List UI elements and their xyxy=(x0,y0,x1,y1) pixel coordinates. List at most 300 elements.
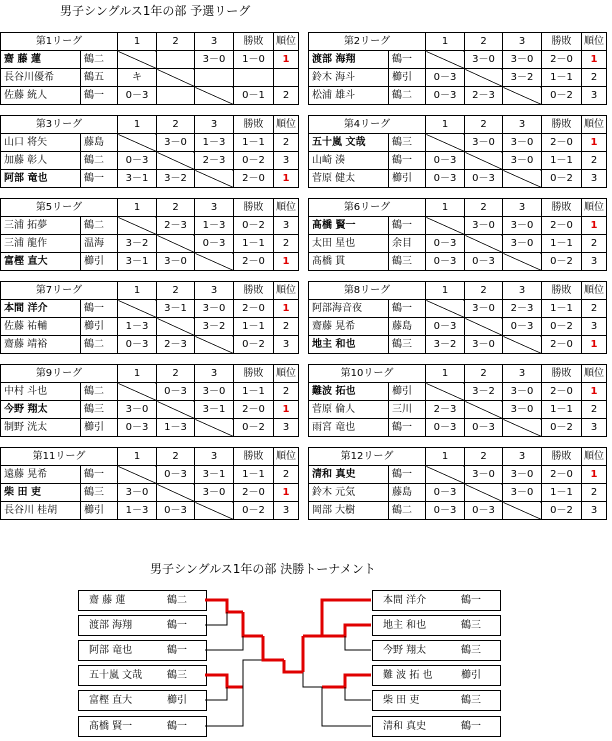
rank: 2 xyxy=(582,484,607,502)
match-score: 3－0 xyxy=(503,484,542,502)
league-name: 第10リーグ xyxy=(309,365,426,383)
match-score: 3－0 xyxy=(503,152,542,170)
match-score: 0－3 xyxy=(426,484,465,502)
header-c3: 3 xyxy=(195,33,234,51)
player-name: 髙橋 貫 xyxy=(309,253,389,271)
player-name: 柴 田 吏 xyxy=(1,484,81,502)
match-score: 3－1 xyxy=(118,170,157,188)
league-name: 第3リーグ xyxy=(1,116,118,134)
win-loss: 1－1 xyxy=(542,401,582,419)
player-club: 鶴二 xyxy=(81,217,118,235)
player-name: 佐藤 祐輔 xyxy=(1,318,81,336)
rank: 2 xyxy=(582,69,607,87)
bracket-player-name: 富樫 直大 xyxy=(89,695,133,706)
bracket-player-club: 鶴一 xyxy=(167,620,187,631)
match-score: 3－0 xyxy=(118,401,157,419)
rank: 1 xyxy=(274,253,299,271)
header-c1: 1 xyxy=(426,448,465,466)
player-name: 清和 真史 xyxy=(309,466,389,484)
player-club: 鶴一 xyxy=(389,419,426,437)
player-club: 鶴一 xyxy=(389,51,426,69)
league-name: 第9リーグ xyxy=(1,365,118,383)
header-c3: 3 xyxy=(503,33,542,51)
match-score: 0－3 xyxy=(426,87,465,105)
player-name: 佐藤 統人 xyxy=(1,87,81,105)
bracket-line-final xyxy=(284,660,303,672)
match-score: 3－0 xyxy=(195,300,234,318)
player-name: 齋藤 靖裕 xyxy=(1,336,81,354)
win-loss: 1－1 xyxy=(234,318,274,336)
header-c3: 3 xyxy=(195,365,234,383)
bracket-player-name: 今野 翔太 xyxy=(383,645,427,656)
final-title: 男子シングルス1年の部 決勝トーナメント xyxy=(150,562,376,576)
header-wl: 勝敗 xyxy=(542,448,582,466)
win-loss: 1－1 xyxy=(542,69,582,87)
match-score: 2－3 xyxy=(503,300,542,318)
rank: 3 xyxy=(274,336,299,354)
header-rank: 順位 xyxy=(274,282,299,300)
header-c2: 2 xyxy=(157,365,195,383)
player-club: 鶴一 xyxy=(389,152,426,170)
match-score: 0－3 xyxy=(157,502,195,520)
win-loss: 0－2 xyxy=(542,170,582,188)
match-score: 0－3 xyxy=(465,419,503,437)
player-name: 阿部 竜也 xyxy=(1,170,81,188)
win-loss: 0－2 xyxy=(234,502,274,520)
league-name: 第7リーグ xyxy=(1,282,118,300)
bracket-line xyxy=(205,713,243,726)
header-c1: 1 xyxy=(426,365,465,383)
bracket-line-win xyxy=(322,675,371,687)
bracket-player-name: 阿部 竜也 xyxy=(89,645,133,656)
header-wl: 勝敗 xyxy=(234,199,274,217)
player-name: 菅原 倫人 xyxy=(309,401,389,419)
player-name: 五十嵐 文哉 xyxy=(309,134,389,152)
player-club: 櫛引 xyxy=(81,318,118,336)
match-score: 3－0 xyxy=(157,253,195,271)
league-name: 第5リーグ xyxy=(1,199,118,217)
header-c3: 3 xyxy=(503,116,542,134)
win-loss: 1－1 xyxy=(234,383,274,401)
rank: 2 xyxy=(274,235,299,253)
rank: 1 xyxy=(274,401,299,419)
match-score: 3－0 xyxy=(157,134,195,152)
player-club: 櫛引 xyxy=(389,383,426,401)
header-c1: 1 xyxy=(118,116,157,134)
bracket-player-name: 地主 和也 xyxy=(383,620,427,631)
match-score: 3－0 xyxy=(465,217,503,235)
win-loss: 1－0 xyxy=(234,51,274,69)
bracket-line xyxy=(205,612,227,625)
player-name: 雨宮 竜也 xyxy=(309,419,389,437)
rank: 2 xyxy=(582,300,607,318)
rank: 1 xyxy=(274,51,299,69)
win-loss: 1－1 xyxy=(234,466,274,484)
player-club: 鶴三 xyxy=(389,253,426,271)
player-club: 櫛引 xyxy=(81,502,118,520)
bracket-line-win xyxy=(303,600,371,636)
win-loss: 2－0 xyxy=(542,383,582,401)
bracket-player-name: 清和 真史 xyxy=(383,721,427,732)
bracket-player-club: 鶴三 xyxy=(167,670,187,681)
match-score: 3－0 xyxy=(503,217,542,235)
player-name: 齋 藤 蓮 xyxy=(1,51,81,69)
header-c2: 2 xyxy=(465,365,503,383)
player-name: 渡部 海翔 xyxy=(309,51,389,69)
bracket-line xyxy=(205,687,227,700)
player-name: 髙橋 賢一 xyxy=(309,217,389,235)
match-score: 1－3 xyxy=(157,419,195,437)
player-name: 阿部海音夜 xyxy=(309,300,389,318)
header-c3: 3 xyxy=(195,448,234,466)
match-score: 3－1 xyxy=(195,401,234,419)
bracket-player-club: 鶴一 xyxy=(461,595,481,606)
rank: 3 xyxy=(582,502,607,520)
header-wl: 勝敗 xyxy=(542,365,582,383)
win-loss: 0－2 xyxy=(542,502,582,520)
bracket-line-win xyxy=(243,612,263,636)
rank: 2 xyxy=(582,235,607,253)
bracket-player-club: 鶴一 xyxy=(167,645,187,656)
rank: 3 xyxy=(582,253,607,271)
match-score: 0－3 xyxy=(118,87,157,105)
bracket-player-club: 鶴三 xyxy=(461,645,481,656)
win-loss: 1－1 xyxy=(542,484,582,502)
bracket-line xyxy=(345,687,371,700)
league-name: 第2リーグ xyxy=(309,33,426,51)
bracket-line-win xyxy=(322,625,371,636)
header-c1: 1 xyxy=(426,199,465,217)
match-score: 3－0 xyxy=(465,300,503,318)
header-c2: 2 xyxy=(465,448,503,466)
player-club: 鶴一 xyxy=(81,300,118,318)
player-name: 今野 翔太 xyxy=(1,401,81,419)
header-wl: 勝敗 xyxy=(234,116,274,134)
match-score: 3－2 xyxy=(157,170,195,188)
league-name: 第1リーグ xyxy=(1,33,118,51)
header-rank: 順位 xyxy=(582,199,607,217)
match-score: 3－0 xyxy=(503,235,542,253)
match-score: 0－3 xyxy=(157,383,195,401)
player-name: 長谷川優希 xyxy=(1,69,81,87)
win-loss: 1－1 xyxy=(542,152,582,170)
player-club: 温海 xyxy=(81,235,118,253)
match-score: 3－0 xyxy=(503,401,542,419)
bracket-player-name: 齋 藤 蓮 xyxy=(89,595,126,606)
player-name: 加藤 彰人 xyxy=(1,152,81,170)
player-club: 鶴一 xyxy=(81,170,118,188)
league-name: 第8リーグ xyxy=(309,282,426,300)
header-rank: 順位 xyxy=(582,282,607,300)
rank: 1 xyxy=(582,466,607,484)
rank: 2 xyxy=(274,134,299,152)
win-loss: 2－0 xyxy=(234,253,274,271)
bracket-player-club: 櫛引 xyxy=(167,695,187,706)
league-name: 第4リーグ xyxy=(309,116,426,134)
player-club: 余目 xyxy=(389,235,426,253)
header-rank: 順位 xyxy=(274,116,299,134)
header-wl: 勝敗 xyxy=(542,282,582,300)
rank: 2 xyxy=(582,152,607,170)
player-club: 鶴二 xyxy=(389,87,426,105)
league-name: 第11リーグ xyxy=(1,448,118,466)
bracket-line xyxy=(243,660,263,687)
match-score: 1－3 xyxy=(118,502,157,520)
win-loss: 0－2 xyxy=(234,419,274,437)
match-score: 3－0 xyxy=(195,484,234,502)
bracket-line-win xyxy=(263,636,284,660)
win-loss: 2－0 xyxy=(234,170,274,188)
rank: 1 xyxy=(274,300,299,318)
player-club: 鶴二 xyxy=(81,51,118,69)
header-c3: 3 xyxy=(195,199,234,217)
header-c2: 2 xyxy=(465,282,503,300)
win-loss: 2－0 xyxy=(234,401,274,419)
rank: 3 xyxy=(274,502,299,520)
match-score: 0－3 xyxy=(426,235,465,253)
win-loss: 0－2 xyxy=(542,87,582,105)
match-score: 0－3 xyxy=(118,419,157,437)
win-loss: 0－2 xyxy=(542,253,582,271)
match-score: 0－3 xyxy=(426,152,465,170)
header-c1: 1 xyxy=(426,116,465,134)
header-c1: 1 xyxy=(426,282,465,300)
match-score: 2－3 xyxy=(195,152,234,170)
match-score: 0－3 xyxy=(465,170,503,188)
rank: 1 xyxy=(582,383,607,401)
bracket-player-club: 櫛引 xyxy=(461,670,481,681)
player-club: 櫛引 xyxy=(389,170,426,188)
rank: 3 xyxy=(274,217,299,235)
header-wl: 勝敗 xyxy=(542,199,582,217)
player-club: 藤島 xyxy=(389,484,426,502)
match-score: 0－3 xyxy=(118,152,157,170)
win-loss: 1－1 xyxy=(234,235,274,253)
match-score: 3－0 xyxy=(465,336,503,354)
player-club: 鶴二 xyxy=(81,383,118,401)
match-score: 2－3 xyxy=(426,401,465,419)
header-c1: 1 xyxy=(426,33,465,51)
win-loss: 2－0 xyxy=(234,300,274,318)
rank: 2 xyxy=(274,383,299,401)
bracket-player-name: 五十嵐 文哉 xyxy=(89,670,143,681)
rank: 2 xyxy=(582,401,607,419)
player-club: 鶴一 xyxy=(389,300,426,318)
bracket-player-name: 柴 田 吏 xyxy=(383,695,420,706)
header-wl: 勝敗 xyxy=(542,33,582,51)
match-score: 3－1 xyxy=(118,253,157,271)
match-score: 3－2 xyxy=(426,336,465,354)
league-name: 第6リーグ xyxy=(309,199,426,217)
match-score: 0－3 xyxy=(426,69,465,87)
player-club: 三川 xyxy=(389,401,426,419)
win-loss: 1－1 xyxy=(542,300,582,318)
player-name: 鈴木 海斗 xyxy=(309,69,389,87)
header-c2: 2 xyxy=(465,199,503,217)
match-score: 3－0 xyxy=(503,466,542,484)
player-name: 山口 将矢 xyxy=(1,134,81,152)
rank: 3 xyxy=(582,318,607,336)
player-name: 山崎 湊 xyxy=(309,152,389,170)
player-club: 鶴二 xyxy=(81,336,118,354)
player-name: 三浦 拓夢 xyxy=(1,217,81,235)
header-wl: 勝敗 xyxy=(234,448,274,466)
rank: 2 xyxy=(274,87,299,105)
header-c1: 1 xyxy=(118,448,157,466)
bracket-line xyxy=(205,636,243,650)
match-score: 3－0 xyxy=(503,383,542,401)
bracket-player-name: 渡部 海翔 xyxy=(89,620,133,631)
match-score: 3－2 xyxy=(503,69,542,87)
player-club: 櫛引 xyxy=(389,69,426,87)
match-score: 3－2 xyxy=(195,318,234,336)
bracket-player-name: 難 波 拓 也 xyxy=(383,670,433,681)
player-club: 鶴三 xyxy=(389,336,426,354)
rank: 1 xyxy=(582,336,607,354)
bracket-line xyxy=(322,687,371,726)
rank: 3 xyxy=(582,170,607,188)
rank: 2 xyxy=(274,466,299,484)
rank: 1 xyxy=(582,134,607,152)
header-c1: 1 xyxy=(118,199,157,217)
header-c3: 3 xyxy=(503,365,542,383)
header-rank: 順位 xyxy=(274,365,299,383)
header-c3: 3 xyxy=(195,116,234,134)
bracket-player-club: 鶴一 xyxy=(461,721,481,732)
match-score: 0－3 xyxy=(118,336,157,354)
player-name: 岡部 大樹 xyxy=(309,502,389,520)
header-rank: 順位 xyxy=(582,365,607,383)
header-c1: 1 xyxy=(118,282,157,300)
header-rank: 順位 xyxy=(274,33,299,51)
header-rank: 順位 xyxy=(274,448,299,466)
header-c3: 3 xyxy=(195,282,234,300)
player-club: 藤島 xyxy=(389,318,426,336)
match-score: 2－3 xyxy=(465,87,503,105)
player-name: 齋藤 晃希 xyxy=(309,318,389,336)
header-c2: 2 xyxy=(157,448,195,466)
header-rank: 順位 xyxy=(582,33,607,51)
bracket-player-name: 髙橋 賢一 xyxy=(89,721,133,732)
player-club: 鶴一 xyxy=(389,217,426,235)
match-score: 0－3 xyxy=(195,235,234,253)
header-rank: 順位 xyxy=(274,199,299,217)
match-score: 3－0 xyxy=(465,51,503,69)
player-name: 制野 洸太 xyxy=(1,419,81,437)
rank: 2 xyxy=(274,318,299,336)
player-name: 三浦 龍作 xyxy=(1,235,81,253)
player-name: 太田 星也 xyxy=(309,235,389,253)
match-score: 3－0 xyxy=(465,134,503,152)
rank: 1 xyxy=(582,51,607,69)
player-club: 鶴一 xyxy=(81,466,118,484)
player-club: 鶴三 xyxy=(81,484,118,502)
bracket-player-club: 鶴二 xyxy=(167,595,187,606)
player-club: 鶴一 xyxy=(81,87,118,105)
match-score: 3－0 xyxy=(465,466,503,484)
match-score: 2－3 xyxy=(157,336,195,354)
header-c2: 2 xyxy=(157,199,195,217)
win-loss: 2－0 xyxy=(542,217,582,235)
player-club: 鶴二 xyxy=(81,152,118,170)
win-loss: 0－2 xyxy=(234,152,274,170)
win-loss: 0－1 xyxy=(234,87,274,105)
header-rank: 順位 xyxy=(582,116,607,134)
player-club: 鶴二 xyxy=(389,502,426,520)
win-loss: 1－1 xyxy=(542,235,582,253)
bracket-player-club: 鶴三 xyxy=(461,620,481,631)
player-name: 中村 斗也 xyxy=(1,383,81,401)
player-name: 松浦 雄斗 xyxy=(309,87,389,105)
win-loss: 0－2 xyxy=(542,419,582,437)
header-wl: 勝敗 xyxy=(234,365,274,383)
match-score: 0－3 xyxy=(157,466,195,484)
match-score: 0－3 xyxy=(426,318,465,336)
match-score: 0－3 xyxy=(503,318,542,336)
prelim-title: 男子シングルス1年の部 予選リーグ xyxy=(60,4,251,18)
header-wl: 勝敗 xyxy=(234,282,274,300)
match-score: キ xyxy=(118,69,157,87)
match-score: 0－3 xyxy=(426,170,465,188)
win-loss: 2－0 xyxy=(542,51,582,69)
bracket-player-club: 鶴一 xyxy=(167,721,187,732)
player-name: 難波 拓也 xyxy=(309,383,389,401)
match-score: 0－3 xyxy=(426,253,465,271)
player-club: 鶴三 xyxy=(81,401,118,419)
player-name: 富樫 直大 xyxy=(1,253,81,271)
header-rank: 順位 xyxy=(582,448,607,466)
bracket-line-win xyxy=(205,675,243,687)
win-loss: 0－2 xyxy=(542,318,582,336)
player-name: 本間 洋介 xyxy=(1,300,81,318)
win-loss: 1－1 xyxy=(234,134,274,152)
match-score: 2－3 xyxy=(157,217,195,235)
player-name: 地主 和也 xyxy=(309,336,389,354)
player-name: 鈴木 元気 xyxy=(309,484,389,502)
rank: 1 xyxy=(274,484,299,502)
player-club: 鶴三 xyxy=(389,134,426,152)
header-c2: 2 xyxy=(157,116,195,134)
league-name: 第12リーグ xyxy=(309,448,426,466)
player-name: 長谷川 桂胡 xyxy=(1,502,81,520)
win-loss: 2－0 xyxy=(542,336,582,354)
header-wl: 勝敗 xyxy=(542,116,582,134)
match-score: 3－0 xyxy=(195,51,234,69)
header-c2: 2 xyxy=(465,33,503,51)
match-score: 3－0 xyxy=(195,383,234,401)
win-loss: 0－2 xyxy=(234,217,274,235)
match-score: 1－3 xyxy=(118,318,157,336)
player-name: 菅原 健太 xyxy=(309,170,389,188)
match-score: 0－3 xyxy=(465,253,503,271)
bracket-player-name: 本間 洋介 xyxy=(383,595,427,606)
match-score: 0－3 xyxy=(465,502,503,520)
match-score: 0－3 xyxy=(426,419,465,437)
player-name: 遠藤 晃希 xyxy=(1,466,81,484)
header-c3: 3 xyxy=(503,199,542,217)
match-score: 3－0 xyxy=(503,134,542,152)
header-c2: 2 xyxy=(157,33,195,51)
rank: 3 xyxy=(582,87,607,105)
player-club: 鶴一 xyxy=(389,466,426,484)
header-c3: 3 xyxy=(503,448,542,466)
match-score: 3－0 xyxy=(118,484,157,502)
header-c1: 1 xyxy=(118,365,157,383)
match-score: 1－3 xyxy=(195,134,234,152)
header-c2: 2 xyxy=(157,282,195,300)
match-score: 3－1 xyxy=(195,466,234,484)
match-score: 1－3 xyxy=(195,217,234,235)
